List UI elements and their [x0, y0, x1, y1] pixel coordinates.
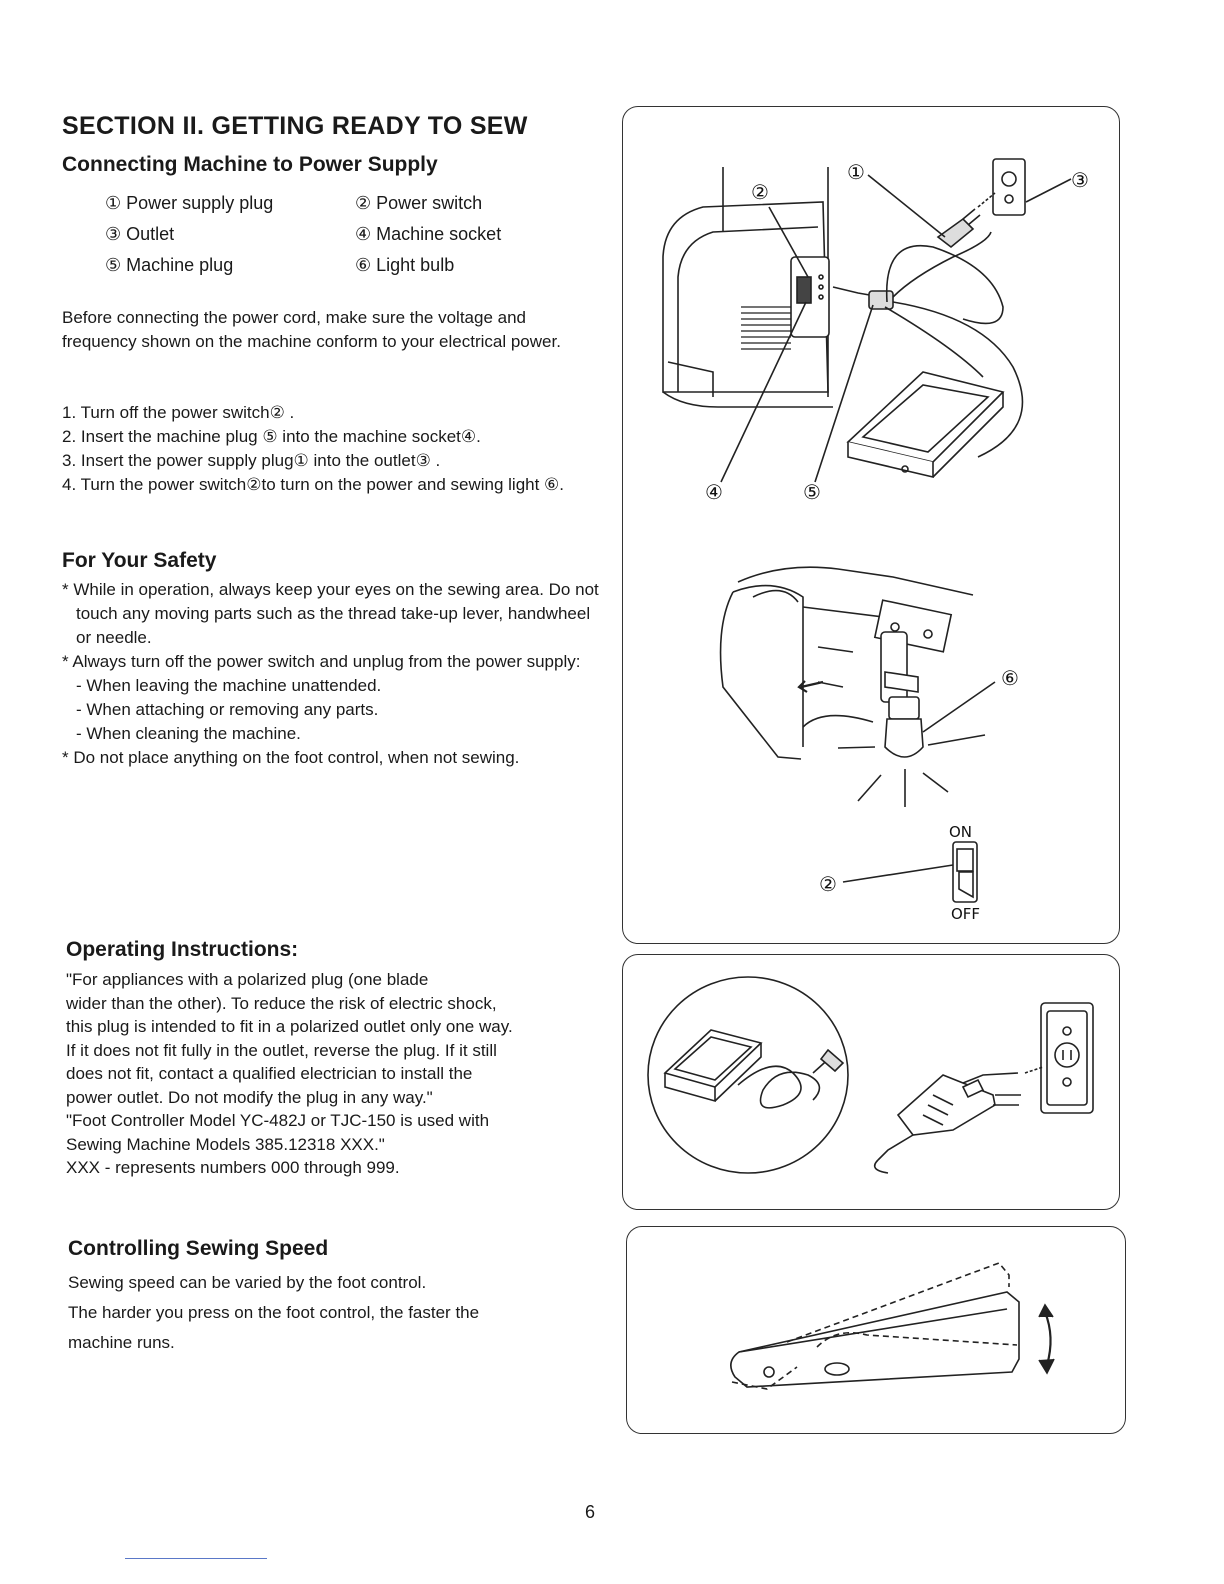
step-item: 3. Insert the power supply plug① into the outlet③ .: [62, 451, 441, 470]
speed-text: [68, 1268, 588, 1358]
operating-line: wider than the other). To reduce the risk of electric shock,: [66, 993, 497, 1013]
safety-list: [62, 578, 602, 770]
part-item: ⑤ Machine plug: [105, 255, 234, 275]
safety-item: * While in operation, always keep your eyes on the sewing area. Do not touch any moving parts such as the thread take-up lever, handwheel or needle.: [62, 580, 599, 647]
speed-line: Sewing speed can be varied by the foot control.: [68, 1273, 427, 1292]
operating-line: does not fit, contact a qualified electrician to install the: [66, 1064, 473, 1083]
label-2: ②: [751, 180, 769, 204]
operating-line: "For appliances with a polarized plug (one blade: [66, 970, 429, 989]
operating-line: "Foot Controller Model YC-482J or TJC-150 is used with: [66, 1111, 490, 1130]
page-number: 6: [585, 1502, 596, 1522]
foot-control-diagram: [627, 1227, 1125, 1433]
footer-rule: [125, 1558, 267, 1559]
safety-item: * Do not place anything on the foot control, when not sewing.: [62, 748, 520, 767]
operating-line: this plug is intended to fit in a polarized outlet only one way.: [66, 1017, 513, 1036]
part-item: ⑥ Light bulb: [355, 255, 455, 275]
label-5: ⑤: [803, 480, 821, 504]
operating-line: If it does not fit fully in the outlet, reverse the plug. If it still: [66, 1040, 497, 1060]
operating-text: [66, 968, 606, 1180]
connection-figure-panel: [622, 106, 1120, 944]
part-item: ② Power switch: [355, 193, 483, 213]
connection-diagram: [623, 107, 1119, 943]
step-item: 2. Insert the machine plug ⑤ into the machine socket④.: [62, 427, 481, 446]
connecting-title: Connecting Machine to Power Supply: [62, 153, 438, 176]
operating-line: power outlet. Do not modify the plug in any way.": [66, 1087, 433, 1107]
switch-off-label: OFF: [951, 905, 981, 923]
polarized-plug-diagram: [623, 955, 1119, 1209]
safety-item: - When cleaning the machine.: [76, 724, 301, 743]
step-item: 1. Turn off the power switch② .: [62, 403, 295, 422]
part-item: ① Power supply plug: [105, 193, 274, 213]
switch-on-label: ON: [949, 823, 973, 841]
safety-item: * Always turn off the power switch and unplug from the power supply:: [62, 652, 581, 671]
label-4: ④: [705, 480, 723, 504]
operating-title: Operating Instructions:: [66, 938, 299, 961]
parts-list: [105, 188, 595, 281]
speed-title: Controlling Sewing Speed: [68, 1237, 329, 1260]
label-6: ⑥: [1001, 666, 1019, 690]
part-item: ④ Machine socket: [355, 224, 502, 244]
connecting-intro: Before connecting the power cord, make sure the voltage and frequency shown on the machine conform to your electrical power.: [62, 308, 561, 351]
speed-line: machine runs.: [68, 1333, 175, 1352]
label-1: ①: [847, 160, 865, 184]
section-title: SECTION II. GETTING READY TO SEW: [62, 112, 528, 140]
operating-line: Sewing Machine Models 385.12318 XXX.": [66, 1134, 385, 1154]
label-2-switch: ②: [819, 872, 837, 896]
foot-control-panel: [626, 1226, 1126, 1434]
polarized-plug-panel: [622, 954, 1120, 1210]
operating-line: XXX - represents numbers 000 through 999.: [66, 1158, 400, 1177]
safety-item: - When attaching or removing any parts.: [76, 700, 379, 719]
speed-line: The harder you press on the foot control, the faster the: [68, 1303, 480, 1322]
connection-steps: [62, 401, 602, 497]
part-item: ③ Outlet: [105, 224, 175, 244]
label-3: ③: [1071, 168, 1089, 192]
safety-title: For Your Safety: [62, 549, 217, 572]
step-item: 4. Turn the power switch②to turn on the power and sewing light ⑥.: [62, 475, 565, 494]
safety-item: - When leaving the machine unattended.: [76, 676, 382, 695]
